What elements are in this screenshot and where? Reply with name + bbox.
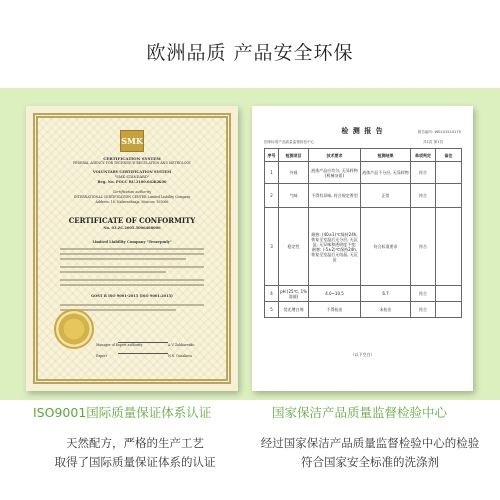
table-row xyxy=(265,286,462,302)
certificate-text-line xyxy=(60,248,204,250)
certificate-header-line: FEDERAL AGENCY FOR TECHNIQUE REGULATION AND METROLOGY xyxy=(72,161,192,165)
certificate-seal-icon xyxy=(54,309,94,349)
table-row xyxy=(265,184,462,208)
table-row xyxy=(265,208,462,286)
table-cell: 液体产品不分层, 无异样物 xyxy=(361,162,411,184)
table-cell: 1 xyxy=(265,162,279,184)
table-cell: 3 xyxy=(265,208,279,286)
right-caption-line: 符合国家安全标准的洗涤剂 xyxy=(301,455,439,469)
certificate-signature-name: N.N. Gusakova xyxy=(168,354,192,358)
certificate-header-line: VOLUNTARY CERTIFICATION SYSTEM xyxy=(92,170,172,174)
table-cell: 液体产品应均匀, 无异样物(机械杂质) xyxy=(309,162,361,184)
table-cell: 2 xyxy=(265,184,279,208)
table-cell: 不得检出 xyxy=(309,302,361,318)
certificate-text-line xyxy=(60,284,204,286)
table-cell xyxy=(436,208,462,286)
certificate-footer-line: Expert xyxy=(96,354,107,358)
certificate-text-line xyxy=(60,253,204,255)
table-cell: 未检出 xyxy=(361,302,411,318)
certificate-header-line: CERTIFICATION SYSTEM xyxy=(103,156,161,161)
table-cell: 耐热: (40±1)℃保持24h, 恢复至室温后无分层, 无沉淀, 无异味和透明度不变; 耐寒: (-5±2)℃保持24h, 恢复至室温后无结晶, 无沉淀 xyxy=(309,208,361,286)
table-cell xyxy=(436,184,462,208)
table-cell: pH (25℃, 1%溶液) xyxy=(279,286,309,302)
table-cell xyxy=(436,286,462,302)
certificate-text-line xyxy=(60,266,204,268)
right-caption-title: 国家保洁产品质量监督检验中心 xyxy=(272,405,448,420)
table-cell: 气味 xyxy=(279,184,309,208)
certificate-body-line: Address: 18, Nabereshnaja, Moscow, 105066 xyxy=(95,200,169,204)
table-cell: 4.0~10.5 xyxy=(309,286,361,302)
table-cell: 符合标准要求 xyxy=(361,208,411,286)
certificate-text-line xyxy=(60,304,204,306)
certificate-issued-to: Limited Liability Company "Tenerpmly" xyxy=(92,240,172,244)
report-column-header: 备注 xyxy=(436,149,462,162)
certificate-body-line: Certification authority xyxy=(112,190,152,194)
certificate-text-line xyxy=(60,279,204,281)
left-caption-title: ISO9001国际质量保证体系认证 xyxy=(33,405,212,420)
certificate-frame xyxy=(33,113,231,384)
table-cell: 符合 xyxy=(411,286,436,302)
certificate-footer-line: Manager of Expert authority xyxy=(96,343,143,347)
report-column-header: 技术要求 xyxy=(309,149,361,162)
report-column-header: 检测项目 xyxy=(279,149,309,162)
certificate-text-line xyxy=(60,271,166,273)
table-cell: 4 xyxy=(265,286,279,302)
table-row xyxy=(265,162,462,184)
certificate-header-line: Reg. No. POCC RU.3100.04ЖЖ00 xyxy=(97,180,167,184)
report-column-header: 序号 xyxy=(265,149,279,162)
report-column-header: 检测结果 xyxy=(361,149,411,162)
table-cell: 符合 xyxy=(411,184,436,208)
table-cell xyxy=(436,302,462,318)
certificate-number: No. 03.ZC.2005.5006468006 xyxy=(103,226,161,230)
certificate-text-line xyxy=(60,258,186,260)
certificate-title: CERTIFICATE OF CONFORMITY xyxy=(68,216,196,225)
certificate-signature xyxy=(118,341,168,354)
report-table xyxy=(264,148,462,318)
table-cell: 符合 xyxy=(411,162,436,184)
report-meta-left: 国家标准产品质量监督检验中心 xyxy=(264,140,315,144)
table-cell: 不得有异味, 符合规定香型 xyxy=(309,184,361,208)
right-caption-line: 经过国家保洁产品质量监督检验中心的检验 xyxy=(260,436,480,450)
certificate-logo: SMK xyxy=(120,130,144,152)
report-header-row xyxy=(265,149,462,162)
table-cell: 外观 xyxy=(279,162,309,184)
table-row xyxy=(265,302,462,318)
test-report-image xyxy=(252,106,473,391)
report-meta-page: 共1页 第1页 xyxy=(422,140,443,144)
left-caption-line: 取得了国际质量保证体系的认证 xyxy=(54,455,216,469)
headline: 欧洲品质 产品安全环保 xyxy=(146,42,354,64)
table-cell: 荧光增白剂 xyxy=(279,302,309,318)
left-caption-line: 天然配方，严格的生产工艺 xyxy=(66,436,204,450)
certificate-standard: GOST R ISO 9001-2015 (ISO 9001:2015) xyxy=(91,294,173,298)
report-title: 检 测 报 告 xyxy=(341,127,384,135)
certificate-body-line: INTERNATIONAL CERTIFICATION CENTER Limited Liability Company xyxy=(73,195,191,199)
table-cell: 5 xyxy=(265,302,279,318)
report-footer: （以下空白） xyxy=(350,352,375,357)
iso-certificate-image xyxy=(26,106,238,391)
table-cell xyxy=(436,162,462,184)
table-cell: 6.7 xyxy=(361,286,411,302)
table-cell: 稳定性 xyxy=(279,208,309,286)
report-column-header: 单项判定 xyxy=(411,149,436,162)
table-cell: 符合 xyxy=(411,208,436,286)
report-meta-right: 报告编号: W0101510175 xyxy=(417,130,461,134)
table-cell: 正常 xyxy=(361,184,411,208)
table-cell: 符合 xyxy=(411,302,436,318)
certificate-header-line: "SMK STANDARD" xyxy=(114,175,150,179)
certificate-signature-name: A.V. Zakharenko xyxy=(168,343,195,347)
